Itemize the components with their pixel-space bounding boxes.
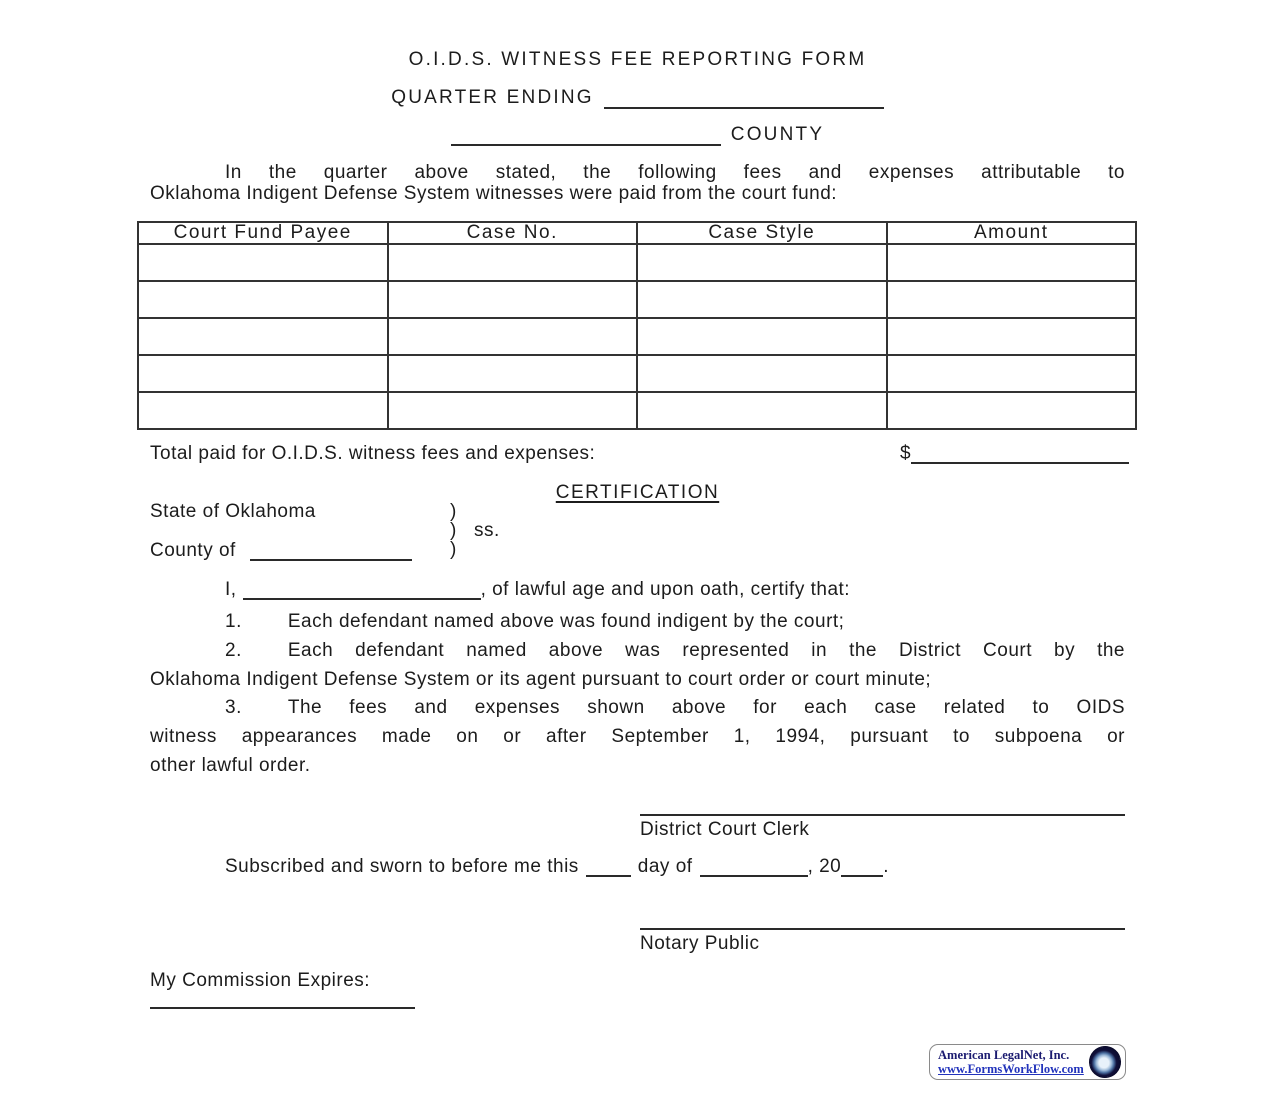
affiant-name-blank <box>243 579 481 600</box>
column-header-case-no: Case No. <box>388 222 638 244</box>
certification-item-3 <box>150 693 1125 780</box>
intro-line-2: Oklahoma Indigent Defense System witnesses were paid from the court fund: <box>150 183 838 204</box>
table-cell <box>138 355 388 392</box>
column-header-case-style: Case Style <box>637 222 887 244</box>
oath-suffix: , of lawful age and upon oath, certify that: <box>480 579 851 600</box>
oath-line <box>150 579 1125 600</box>
fees-table-header-row <box>138 222 1136 244</box>
paren: ) <box>450 539 457 560</box>
legalnet-footer-badge <box>929 1044 1126 1080</box>
item-3-line-1 <box>150 693 1125 722</box>
table-row <box>138 392 1136 429</box>
county-row <box>0 124 1275 146</box>
table-cell <box>138 392 388 429</box>
fees-table <box>137 221 1137 430</box>
intro-paragraph <box>150 162 1125 204</box>
table-row <box>138 244 1136 281</box>
column-header-court-fund-payee: Court Fund Payee <box>138 222 388 244</box>
venue-ss-line <box>150 521 570 540</box>
table-cell <box>138 244 388 281</box>
venue-block <box>150 502 570 559</box>
certification-heading: CERTIFICATION <box>555 482 720 503</box>
table-cell <box>637 318 887 355</box>
item-3-line-3: other lawful order. <box>150 755 311 776</box>
total-amount-blank <box>911 443 1129 464</box>
ss-label: ss. <box>474 520 500 541</box>
table-cell <box>887 392 1137 429</box>
table-cell <box>887 355 1137 392</box>
month-blank <box>700 856 808 877</box>
table-cell <box>388 355 638 392</box>
table-cell <box>388 318 638 355</box>
clerk-signature-label: District Court Clerk <box>640 819 810 840</box>
item-2-number: 2. <box>225 640 242 661</box>
item-3-line-2: witness appearances made on or after September 1, 1994, pursuant to subpoena or <box>150 726 1125 747</box>
column-header-amount: Amount <box>887 222 1137 244</box>
table-cell <box>637 244 887 281</box>
footer-website-link[interactable]: www.FormsWorkFlow.com <box>938 1062 1084 1076</box>
state-label: State of Oklahoma <box>150 501 316 522</box>
commission-expires-label: My Commission Expires: <box>150 970 371 991</box>
paren: ) <box>450 501 457 522</box>
table-cell <box>138 281 388 318</box>
sworn-year-prefix: , 20 <box>807 856 842 877</box>
venue-county-line <box>150 540 570 559</box>
table-row <box>138 318 1136 355</box>
certification-item-2 <box>150 636 1125 694</box>
county-label: COUNTY <box>730 124 825 145</box>
year-blank <box>841 856 883 877</box>
dollar-sign: $ <box>900 443 912 464</box>
commission-expires-blank <box>150 1007 415 1009</box>
item-2-line-1 <box>150 636 1125 665</box>
certification-item-1 <box>150 607 1125 636</box>
quarter-ending-row <box>0 87 1275 109</box>
sworn-prefix: Subscribed and sworn to before me this <box>225 856 579 877</box>
total-amount-field <box>900 443 1129 465</box>
table-cell <box>887 281 1137 318</box>
sworn-day-of: day of <box>637 856 693 877</box>
table-row <box>138 281 1136 318</box>
table-cell <box>887 318 1137 355</box>
notary-signature-line <box>640 928 1125 930</box>
clerk-signature-line <box>640 814 1125 816</box>
table-row <box>138 355 1136 392</box>
table-cell <box>637 281 887 318</box>
table-cell <box>388 244 638 281</box>
legalnet-globe-icon <box>1086 1043 1125 1082</box>
item-1-number: 1. <box>225 611 242 632</box>
quarter-ending-label: QUARTER ENDING <box>391 87 594 108</box>
intro-line-1: In the quarter above stated, the following fees and expenses attributable to <box>225 162 1125 183</box>
total-paid-label: Total paid for O.I.D.S. witness fees and expenses: <box>150 443 596 464</box>
item-2-line-2: Oklahoma Indigent Defense System or its agent pursuant to court order or court minute; <box>150 669 932 690</box>
footer-text-block <box>938 1048 1089 1076</box>
item-1-text: Each defendant named above was found indigent by the court; <box>287 611 845 632</box>
quarter-ending-blank <box>604 88 884 109</box>
table-cell <box>138 318 388 355</box>
item-3-number: 3. <box>225 697 242 718</box>
county-of-blank <box>250 540 412 561</box>
county-name-blank <box>451 125 721 146</box>
sworn-period: . <box>883 856 890 877</box>
footer-company-name: American LegalNet, Inc. <box>938 1048 1070 1062</box>
venue-state-line <box>150 502 570 521</box>
day-blank <box>586 856 631 877</box>
county-of-label: County of <box>150 540 236 561</box>
table-cell <box>887 244 1137 281</box>
oath-prefix: I, <box>225 579 237 600</box>
paren: ) <box>450 520 457 541</box>
notary-signature-label: Notary Public <box>640 933 760 954</box>
form-title: O.I.D.S. WITNESS FEE REPORTING FORM <box>408 49 867 70</box>
item-3-text: The fees and expenses shown above for each case related to OIDS <box>287 697 1125 718</box>
table-cell <box>637 392 887 429</box>
table-cell <box>388 392 638 429</box>
item-2-text: Each defendant named above was represented in the District Court by the <box>287 640 1125 661</box>
sworn-statement-line <box>150 856 1150 878</box>
table-cell <box>637 355 887 392</box>
table-cell <box>388 281 638 318</box>
